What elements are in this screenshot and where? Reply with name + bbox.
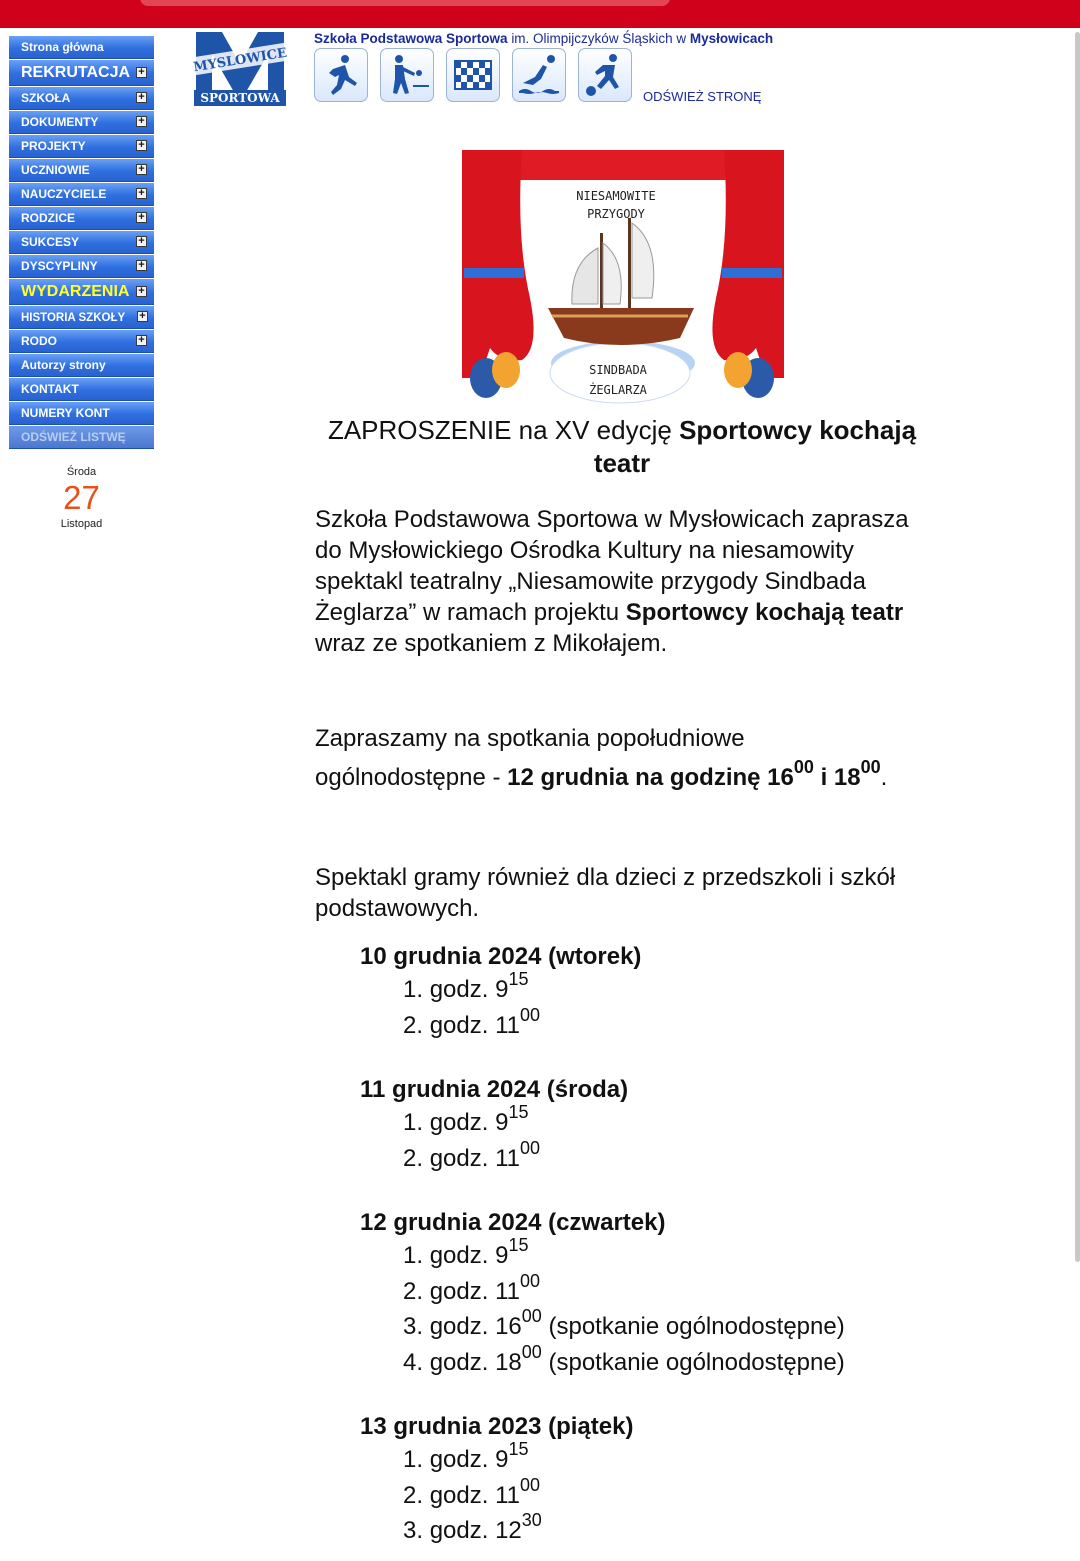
- para-bold: 12 grudnia na godzinę 16: [507, 764, 794, 791]
- sidebar-item-wydarzenia[interactable]: [9, 279, 154, 305]
- school-name-part: im. Olimpijczyków Śląskich w: [511, 31, 687, 46]
- intro-paragraph: [315, 504, 915, 659]
- slot-hour: 11: [495, 1144, 520, 1172]
- para-bold: i 18: [813, 764, 861, 791]
- schedule-slots: [360, 1102, 628, 1176]
- schedule-day-title: 10 grudnia 2024 (wtorek): [360, 943, 642, 970]
- slot-number: 3.: [403, 1517, 424, 1544]
- logo-text-bottom: SPORTOWA: [200, 91, 280, 105]
- sidebar-item-label: REKRUTACJA: [21, 64, 131, 81]
- football-icon[interactable]: [578, 48, 632, 102]
- slot-minutes: 00: [521, 1306, 542, 1327]
- slot-number: 1.: [403, 1242, 424, 1269]
- expand-icon[interactable]: +: [136, 212, 147, 223]
- slot-hour: 9: [495, 1446, 509, 1473]
- slot-label: godz.: [429, 1109, 489, 1136]
- slot-number: 2.: [403, 1011, 424, 1039]
- sidebar-item-dyscypliny[interactable]: [9, 255, 154, 278]
- slot-number: 1.: [403, 1446, 424, 1473]
- sidebar-item-label: NAUCZYCIELE: [21, 187, 107, 201]
- sidebar-item-rodo[interactable]: [9, 330, 154, 353]
- sidebar-item-nauczyciele[interactable]: [9, 183, 154, 206]
- schedule-slots: [360, 969, 641, 1043]
- month-name: Listopad: [60, 518, 103, 530]
- slot-hour: 16: [495, 1313, 522, 1340]
- slot-label: godz.: [429, 1011, 489, 1039]
- sidebar-item-refresh[interactable]: [9, 426, 154, 449]
- schedule-day-title: 13 grudnia 2023 (piątek): [360, 1413, 634, 1440]
- chess-icon[interactable]: [446, 48, 500, 102]
- sidebar-item-label: Strona główna: [21, 40, 104, 54]
- sidebar-item-label: KONTAKT: [21, 382, 79, 396]
- expand-icon[interactable]: +: [136, 260, 147, 271]
- slot-number: 2.: [403, 1481, 424, 1509]
- slot-hour: 9: [495, 1242, 509, 1269]
- slot-label: godz.: [429, 1144, 489, 1172]
- slot-minutes: 00: [520, 1474, 541, 1495]
- schedule-slot: [403, 1306, 845, 1345]
- slot-minutes: 00: [521, 1341, 542, 1362]
- poster-title-line2: PRZYGODY: [587, 207, 645, 221]
- expand-icon[interactable]: +: [136, 164, 147, 175]
- schedule-day: [360, 1208, 845, 1380]
- browser-top-bar: [0, 0, 1080, 28]
- schedule-day: [360, 1412, 633, 1549]
- schedule-slots: [360, 1439, 633, 1549]
- sidebar-item-rodzice[interactable]: [9, 207, 154, 230]
- sidebar-item-kontakt[interactable]: [9, 378, 154, 401]
- slot-note: (spotkanie ogólnodostępne): [548, 1313, 845, 1340]
- expand-icon[interactable]: +: [136, 140, 147, 151]
- para-text: Spektakl gramy również dla dzieci z przedszkoli i szkół podstawowych.: [315, 864, 896, 922]
- slot-label: godz.: [429, 1313, 489, 1340]
- slot-minutes: 15: [508, 1235, 529, 1256]
- slot-minutes: 30: [521, 1510, 542, 1531]
- schedule-slot: [403, 1474, 633, 1514]
- slot-note: (spotkanie ogólnodostępne): [548, 1348, 845, 1376]
- slot-minutes: 00: [520, 1004, 541, 1025]
- swimming-icon[interactable]: [512, 48, 566, 102]
- sidebar-item-projekty[interactable]: [9, 135, 154, 158]
- slot-minutes: 15: [508, 969, 529, 990]
- schedule-slot: [403, 1235, 845, 1274]
- sidebar-menu: [9, 36, 154, 450]
- poster-subtitle-line2: ŻEGLARZA: [589, 383, 647, 397]
- sidebar-item-label: ODŚWIEŻ LISTWĘ: [21, 430, 126, 444]
- sidebar-item-label: HISTORIA SZKOŁY: [21, 312, 126, 324]
- weekday: Środa: [66, 466, 97, 478]
- sidebar-item-dokumenty[interactable]: [9, 111, 154, 134]
- slot-number: 3.: [403, 1313, 424, 1340]
- schools-paragraph: [315, 862, 915, 924]
- schedule-day-title: 11 grudnia 2024 (środa): [360, 1076, 629, 1103]
- sidebar-item-szkola[interactable]: [9, 87, 154, 110]
- sidebar-item-label: NUMERY KONT: [21, 406, 110, 420]
- slot-label: godz.: [429, 1517, 489, 1544]
- sidebar-item-label: SZKOŁA: [21, 91, 71, 105]
- schedule-day: [360, 1075, 628, 1176]
- slot-number: 4.: [403, 1348, 424, 1376]
- title-bold: Sportowcy kochają teatr: [593, 415, 917, 478]
- scrollbar[interactable]: [1075, 32, 1080, 1262]
- schedule-day: [360, 942, 641, 1043]
- para-text: Zapraszamy na spotkania popołudniowe ogólnodostępne -: [315, 725, 745, 791]
- sidebar-item-label: WYDARZENIA: [21, 283, 130, 300]
- address-bar[interactable]: [140, 0, 670, 6]
- schedule-slots: [360, 1235, 845, 1380]
- refresh-page-link[interactable]: ODŚWIEŻ STRONĘ: [643, 89, 762, 104]
- calendar-widget: [9, 466, 154, 530]
- schedule-slot: [403, 1439, 633, 1478]
- sidebar-item-label: SUKCESY: [21, 235, 80, 249]
- expand-icon[interactable]: +: [137, 311, 148, 322]
- sidebar-item-numery-kont[interactable]: [9, 402, 154, 425]
- slot-hour: 11: [495, 1277, 520, 1305]
- poster-title-line1: NIESAMOWITE: [576, 189, 656, 203]
- para-text: .: [880, 764, 888, 791]
- logo-text-top: MYSLOWICE: [192, 45, 288, 76]
- schedule-slot: [403, 969, 641, 1008]
- slot-label: godz.: [429, 1277, 489, 1305]
- slot-hour: 9: [495, 1109, 509, 1136]
- expand-icon[interactable]: +: [136, 92, 147, 103]
- slot-label: godz.: [429, 976, 489, 1003]
- sidebar-item-uczniowie[interactable]: [9, 159, 154, 182]
- slot-hour: 11: [495, 1481, 520, 1509]
- expand-icon[interactable]: +: [136, 188, 147, 199]
- slot-hour: 9: [495, 976, 509, 1003]
- sidebar-item-sukcesy[interactable]: [9, 231, 154, 254]
- slot-label: godz.: [429, 1348, 489, 1376]
- slot-minutes: 15: [508, 1102, 529, 1123]
- school-name-part: Mysłowicach: [689, 31, 774, 46]
- sidebar-item-label: DOKUMENTY: [21, 115, 99, 129]
- expand-icon[interactable]: +: [136, 286, 147, 297]
- expand-icon[interactable]: +: [136, 116, 147, 127]
- para-text: wraz ze spotkaniem z Mikołajem.: [315, 630, 668, 657]
- para-text: Szkoła Podstawowa Sportowa w Mysłowicach zaprasza do Mysłowickiego Ośrodka Kultury na niesamowity spektakl teatralny „Niesamowite przygody Sindbada Żeglarza” w ramach projektu: [315, 506, 909, 626]
- slot-number: 2.: [403, 1144, 424, 1172]
- schedule-slot: [403, 1341, 845, 1381]
- slot-minutes: 15: [508, 1439, 529, 1460]
- running-icon[interactable]: [314, 48, 368, 102]
- title-text: ZAPROSZENIE na XV edycję: [327, 415, 680, 445]
- slot-hour: 11: [495, 1011, 520, 1039]
- slot-label: godz.: [429, 1481, 489, 1509]
- slot-minutes: 00: [520, 1270, 541, 1291]
- expand-icon[interactable]: +: [136, 67, 147, 78]
- sidebar-item-historia[interactable]: [9, 306, 154, 329]
- schedule-day-title: 12 grudnia 2024 (czwartek): [360, 1209, 666, 1236]
- schedule-slot: [403, 1102, 628, 1141]
- schedule-slot: [403, 1004, 641, 1044]
- poster-subtitle-line1: SINDBADA: [589, 363, 647, 377]
- event-poster: [460, 148, 786, 404]
- sidebar-item-label: DYSCYPLINY: [21, 259, 98, 273]
- sidebar-item-rekrutacja[interactable]: [9, 60, 154, 86]
- sidebar-item-label: RODO: [21, 334, 57, 348]
- article-title: [316, 414, 928, 480]
- slot-hour: 12: [495, 1517, 522, 1544]
- public-meeting-paragraph: [315, 719, 915, 797]
- table-tennis-icon[interactable]: [380, 48, 434, 102]
- para-bold: Sportowcy kochają teatr: [625, 599, 904, 626]
- sidebar-item-label: RODZICE: [21, 211, 75, 225]
- schedule-slot: [403, 1270, 845, 1310]
- slot-number: 1.: [403, 976, 424, 1003]
- school-name-part: Szkoła Podstawowa Sportowa: [314, 31, 508, 46]
- schedule-slot: [403, 1510, 633, 1549]
- sidebar-item-label: UCZNIOWIE: [21, 163, 90, 177]
- expand-icon[interactable]: +: [136, 236, 147, 247]
- slot-hour: 18: [495, 1348, 522, 1376]
- sidebar-item-label: PROJEKTY: [21, 139, 86, 153]
- sidebar-item-home[interactable]: [9, 36, 154, 59]
- schedule-slot: [403, 1137, 628, 1177]
- time-minutes: 00: [860, 757, 881, 778]
- sidebar-item-autorzy[interactable]: [9, 354, 154, 377]
- slot-number: 2.: [403, 1277, 424, 1305]
- slot-label: godz.: [429, 1446, 489, 1473]
- slot-number: 1.: [403, 1109, 424, 1136]
- time-minutes: 00: [793, 757, 814, 778]
- school-logo[interactable]: [192, 30, 288, 108]
- school-name: [314, 31, 773, 46]
- day-number: 27: [63, 479, 100, 516]
- expand-icon[interactable]: +: [136, 335, 147, 346]
- slot-minutes: 00: [520, 1137, 541, 1158]
- sidebar-item-label: Autorzy strony: [21, 358, 106, 372]
- slot-label: godz.: [429, 1242, 489, 1269]
